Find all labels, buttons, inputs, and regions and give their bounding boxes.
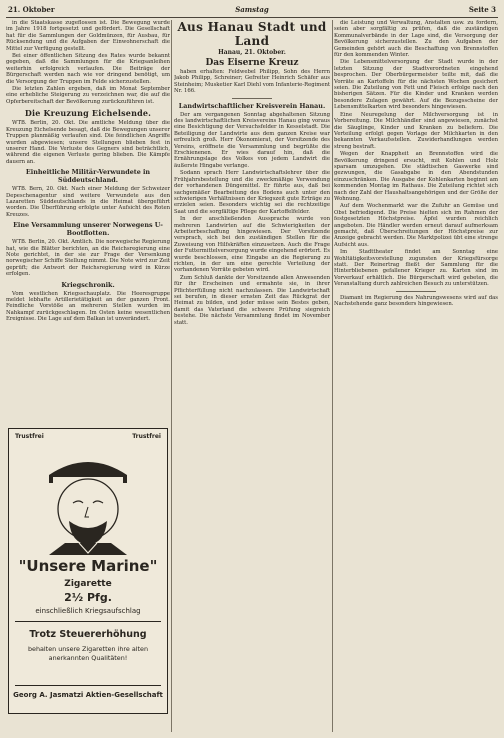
newspaper-page (6, 4, 498, 734)
article-text: Vom westlichen Kriegsschauplatz. Die Heeresgruppe meldet lebhafte Artillerietätigkeit an der ganzen Front. Feindliche Vorstöße an mehreren Stellen wurden im Nahkampf zurückgeschlagen. Im Osten keine wesentlichen Ereignisse. Die Lage auf dem Balkan ist unverändert. (6, 290, 170, 323)
article-text: In der anschließenden Aussprache wurde von mehreren Landwirten auf die Schwierigkeiten der Arbeiterbeschaffung hingewiesen. Der Vorsitzende versprach, sich bei den zuständigen Stellen für die Zuweisung von Hilfskräften einzusetzen. Auch die Frage der Futtermittelversorgung wurde eingehend erörtert. Es wurde beschlossen, eine Eingabe an die Regierung zu richten, in der um eine gerechte Verteilung der vorhandenen Vorräte gebeten wird. (174, 216, 330, 274)
ad-company: Georg A. Jasmatzi Aktien-Gesellschaft (13, 691, 163, 699)
article-heading: Einheitliche Militär-Verwundete in Süddeutschland. (25, 168, 151, 185)
ad-headline: Trotz Steuererhöhung (29, 629, 147, 640)
header-day: Samstag (235, 5, 269, 14)
column-rule (332, 20, 333, 732)
article-text: in die Staatskasse zugeflossen ist. Die Bewegung wurde im Jahre 1918 fortgesetzt und gefördert. Die Gesellschaft hat für die Sammlungen der Goldmünzen, für Ausbau, für Rücksendung und die Aufgaben der Einwohnerschaft die Mittel zur Verfügung gestellt. (6, 20, 170, 52)
header-rule (6, 17, 498, 18)
article-text: Eine Neuregelung der Milchversorgung ist in Vorbereitung. Die Milchhändler sind angewiesen, zunächst die Säuglinge, Kinder und Kranken zu beliefern. Die Verteilung erfolgt gegen Vorlage der Milchkarten in den bekannten Verkaufsstellen. Zuwiderhandlungen werden streng bestraft. (334, 111, 498, 150)
ad-price: 2½ Pfg. (64, 591, 112, 604)
ad-subtitle: Zigarette (64, 579, 112, 589)
separator (232, 98, 272, 99)
article-text: Der am vergangenen Sonntag abgehaltenen Sitzung des landwirtschaftlichen Kreisvereins Hanau ging voraus eine Besichtigung der Versuchsfelder in Kesselstadt. Die Beteiligung der Landwirte aus dem ganzen Kreise war erfreulich groß. Herr Ökonomierat, der Vorsitzende des Vereins, eröffnete die Versammlung und begrüßte die Erschienenen. Er wies darauf hin, daß die Ernährungslage des Volkes von jedem Landwirt die äußerste Hingabe verlange. (174, 111, 330, 169)
article-text: haben erhalten: Feldwebel Philipp, Sohn des Herrn Jakob Philipp, Schreiner; Gefreiter Heinrich Schäfer aus Steinheim; Musketier Karl Diehl vom Infanterie-Regiment Nr. 166. (174, 69, 330, 95)
ad-title: "Unsere Marine" (18, 557, 158, 575)
ad-body-text: behalten unsere Zigaretten ihre alten anerkannten Qualitäten! (27, 645, 149, 662)
article-text: WTB. Bern, 20. Okt. Nach einer Meldung der Schweizer Depeschenagentur sind weitere Verwundete aus den Lazaretten Süddeutschlands in die Heimat übergeführt worden. Die Überführung erfolgte unter Aufsicht des Roten Kreuzes. (6, 186, 170, 218)
column-rule (171, 20, 172, 732)
article-text: Zum Schluß dankte der Vorsitzende allen Anwesenden für ihr Erscheinen und ermahnte sie, in ihrer Pflichterfüllung nicht nachzulassen. Die Landwirtschaft sei berufen, in dieser ernsten Zeit das Rückgrat der Heimat zu bilden, und jeder müsse sein Bestes geben, damit das Vaterland die schwere Prüfung siegreich bestehe. Die nächste Versammlung findet im November statt. (174, 274, 330, 326)
article-text: Bei einer öffentlichen Sitzung des Rates wurde bekannt gegeben, daß die Sammlungen für die Kriegsanleihen weiterhin erfolgreich verlaufen. Die Beiträge der Bürgerschaft werden nach wie vor dringend benötigt, um die Versorgung der Truppen im Felde sicherzustellen. (6, 53, 170, 85)
dateline: Hanau, 21. Oktober. (218, 49, 286, 56)
footnote-text: Diamant im Regierung des Nahrungswesens wird auf das Nachstehende ganz besonders hingewiesen. (334, 294, 498, 308)
running-header (6, 4, 498, 16)
ad-brand-right: Trustfrei (132, 433, 161, 440)
article-text: WTB. Berlin, 20. Okt. Die amtliche Meldung über die Kreuzung Eichelsende besagt, daß die Bewegungen unserer Truppen planmäßig verlaufen sind. Die feindlichen Angriffe wurden abgewiesen; unsere Stellungen blieben fest in unserer Hand. Die Verluste des Gegners sind beträchtlich, während die eigenen Verluste gering blieben. Die Kämpfe dauern an. (6, 120, 170, 165)
ad-brand-left: Trustfrei (15, 433, 44, 440)
article-heading: Das Eiserne Kreuz (205, 58, 299, 68)
article-text: Die Lebensmittelversorgung der Stadt wurde in der letzten Sitzung der Stadtverordneten eingehend besprochen. Der Oberbürgermeister teilte mit, daß die Vorräte an Kartoffeln für die nächsten Wochen gesichert seien. Die Zuteilung von Fett und Fleisch erfolge nach den bisherigen Sätzen. Für die Kinder und Kranken werden besondere Zulagen gewährt. Auf die Bezugsscheine der Lebensmittelkarten wird besonders hingewiesen. (334, 59, 498, 111)
column-middle (174, 20, 330, 732)
article-heading: Kriegschronik. (61, 280, 115, 289)
article-text: WTB. Berlin, 20. Okt. Amtlich. Die norwegische Regierung hat, wie die Blätter berichten, an die Reichsregierung eine Note gerichtet, in der sie zur Frage der Versenkung norwegischer Schiffe Stellung nimmt. Die Note wird zur Zeit geprüft; die Antwort der Reichsregierung wird in Kürze erfolgen. (6, 239, 170, 278)
article-text: die Leistung und Verwaltung, Anstalten usw. zu fordern, seien aber sorgfältig zu prüfen, daß die zuständigen Kommunalverbände in der Lage sind, die Versorgung der Bevölkerung sicherzustellen. Zu den Aufgaben der Gemeinden gehört auch die Beschaffung von Brennstoffen für den kommenden Winter. (334, 20, 498, 59)
ad-tax-note: einschließlich Kriegsaufschlag (35, 607, 141, 615)
separator (396, 291, 436, 292)
ad-divider (15, 685, 161, 686)
article-heading: Landwirtschaftlicher Kreisverein Hanau. (178, 101, 326, 110)
article-text: Wegen der Knappheit an Brennstoffen wird die Bevölkerung dringend ersucht, mit Kohlen und Holz sparsam umzugehen. Die städtischen Gaswerke sind gezwungen, die Gasabgabe in den Abendstunden einzuschränken. Die Ausgabe der Kohlenkarten beginnt am kommenden Montag im Rathaus. Die Zuteilung richtet sich nach der Zahl der Haushaltsangehörigen und der Größe der Wohnung. (334, 151, 498, 202)
ad-divider (15, 621, 161, 622)
article-text: Im Stadttheater findet am Sonntag eine Wohltätigkeitsvorstellung zugunsten der Kriegsfürsorge statt. Der Reinertrag fließt der Sammlung für die Hinterbliebenen gefallener Krieger zu. Karten sind im Vorverkauf erhältlich. Die Bürgerschaft wird gebeten, die Veranstaltung durch zahlreichen Besuch zu unterstützen. (334, 249, 498, 288)
section-title: Aus Hanau Stadt und Land (177, 20, 327, 48)
sailor-portrait-illustration (9, 431, 167, 555)
article-text: Auf dem Wochenmarkt war die Zufuhr an Gemüse und Obst befriedigend. Die Preise hielten sich im Rahmen der festgesetzten Höchstpreise. Äpfel wurden reichlich angeboten. Die Händler werden erneut darauf aufmerksam gemacht, daß Überschreitungen der Höchstpreise zur Anzeige gebracht werden. Die Marktpolizei übt eine strenge Aufsicht aus. (334, 203, 498, 248)
cigarette-advertisement (8, 428, 168, 714)
header-page-number: Seite 3 (468, 5, 496, 14)
header-date: 21. Oktober (8, 5, 55, 14)
article-heading: Die Kreuzung Eichelsende. (24, 108, 152, 119)
article-text: Sodann sprach Herr Landwirtschaftslehrer über die Frühjahrsbestellung und die zweckmäßige Verwendung der vorhandenen Düngemittel. Er führte aus, daß bei sachgemäßer Bearbeitung des Bodens auch unter den schwierigen Verhältnissen der Kriegszeit gute Erträge zu erzielen seien. Besonders wichtig sei die rechtzeitige Saat und die sorgfältige Pflege der Kartoffelfelder. (174, 170, 330, 215)
article-heading: Eine Versammlung unserer Norwegens U-Bootflotten. (13, 221, 163, 238)
article-text: Die letzten Zahlen ergeben, daß im Monat September eine erhebliche Steigerung zu verzeichnen war, die auf die Opferbereitschaft der Bevölkerung zurückzuführen ist. (6, 86, 170, 105)
column-right (334, 20, 498, 732)
